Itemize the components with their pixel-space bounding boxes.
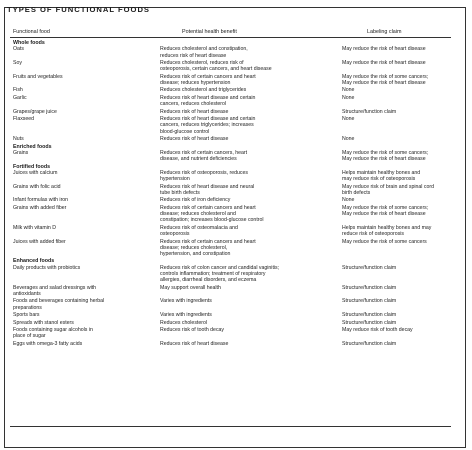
table-row <box>10 150 451 164</box>
functional-foods-table <box>10 40 451 348</box>
food-cell: Flaxseed <box>13 116 35 123</box>
table-row <box>10 239 451 259</box>
claim-cell: May reduce the risk of some cancers; May reduce the risk of heart disease <box>342 204 429 218</box>
food-cell: Daily products with probiotics <box>13 264 81 271</box>
claim-cell: May reduce the risk of heart disease <box>342 60 426 67</box>
food-cell: Foods and beverages containing herbal preparations <box>13 298 105 311</box>
food-cell: Foods containing sugar alcohols in place of sugar <box>13 327 93 340</box>
table-row <box>10 116 451 136</box>
food-cell: Garlic <box>13 94 27 101</box>
food-cell: Eggs with omega-3 fatty acids <box>13 340 83 347</box>
benefit-cell: Reduces risk of certain cancers, heart disease, and nutrient deficiencies <box>160 149 248 163</box>
table-row <box>10 74 451 88</box>
table-row <box>10 312 451 320</box>
table-row <box>10 109 451 117</box>
benefit-cell: Reduces risk of iron deficiency <box>160 197 231 204</box>
food-cell: Grapes/grape juice <box>13 108 57 115</box>
table-row <box>10 265 451 285</box>
bottom-rule <box>10 426 451 427</box>
claim-cell: Structure/function claim <box>342 319 397 326</box>
benefit-cell: Reduces risk of colon cancer and candidal vaginitis; controls inflammation; treatment of respiratory allergies, diarrheal disorders, and eczema <box>160 264 280 284</box>
table-row <box>10 225 451 239</box>
food-cell: Grains with folic acid <box>13 183 61 190</box>
food-cell: Milk with vitamin D <box>13 224 56 231</box>
food-cell: Beverages and salad dressings with antioxidants <box>13 284 97 297</box>
table-row <box>10 170 451 184</box>
benefit-cell: Reduces risk of tooth decay <box>160 327 225 334</box>
claim-cell: Structure/function claim <box>342 340 397 347</box>
table-row <box>10 327 451 341</box>
food-cell: Soy <box>13 60 22 67</box>
benefit-cell: Reduces cholesterol and triglycerides <box>160 87 247 94</box>
header-labeling-claim: Labeling claim <box>367 29 402 35</box>
table-row <box>10 46 451 60</box>
table-row <box>10 87 451 95</box>
food-cell: Oats <box>13 46 24 53</box>
benefit-cell: Reduces cholesterol and constipation, reduces risk of heart disease <box>160 46 248 59</box>
claim-cell: May reduce the risk of some cancers; May reduce the risk of heart disease <box>342 73 429 86</box>
claim-cell: Helps maintain healthy bones and may reduce risk of osteoporosis <box>342 224 432 238</box>
table-row <box>10 197 451 205</box>
food-cell: Juices with added fiber <box>13 238 66 245</box>
table-row <box>10 320 451 328</box>
claim-cell: None <box>342 136 355 143</box>
header-functional-food: Functional food <box>13 29 50 35</box>
food-cell: Grains <box>13 149 29 156</box>
food-cell: Grains with added fiber <box>13 204 67 211</box>
table-row <box>10 60 451 74</box>
claim-cell: May reduce the risk of some cancers; May reduce the risk of heart disease <box>342 149 429 163</box>
benefit-cell: Reduces risk of heart disease and neural tube birth defects <box>160 183 255 196</box>
table-row <box>10 136 451 144</box>
table-row <box>10 341 451 349</box>
benefit-cell: Reduces cholesterol <box>160 319 208 326</box>
benefit-cell: Reduces risk of osteoporosis, reduces hypertension <box>160 170 248 183</box>
claim-cell: May reduce the risk of some cancers <box>342 238 427 245</box>
food-cell: Infant formulas with iron <box>13 197 69 204</box>
benefit-cell: Reduces risk of certain cancers and heart disease; reduces hypertension <box>160 73 256 86</box>
claim-cell: Structure/function claim <box>342 312 397 319</box>
table-row <box>10 285 451 299</box>
claim-cell: Structure/function claim <box>342 284 397 291</box>
claim-cell: Structure/function claim <box>342 264 397 271</box>
food-cell: Spreads with stanol esters <box>13 319 74 326</box>
claim-cell: None <box>342 94 355 101</box>
benefit-cell: Reduces risk of heart disease and certain cancers, reduces triglycerides; increases blood-glucose control <box>160 116 256 135</box>
section-heading: Whole foods <box>13 40 45 46</box>
table-title: TYPES OF FUNCTIONAL FOODS <box>7 5 150 14</box>
food-cell: Fish <box>13 87 23 94</box>
claim-cell: May reduce the risk of heart disease <box>342 46 426 53</box>
claim-cell: Structure/function claim <box>342 298 397 305</box>
food-cell: Fruits and vegetables <box>13 73 63 80</box>
section-heading: Enriched foods <box>13 143 52 150</box>
food-cell: Nuts <box>13 136 24 143</box>
claim-cell: May reduce risk of brain and spinal cord birth defects <box>342 183 434 196</box>
table-row <box>10 205 451 225</box>
section-heading: Fortified foods <box>13 163 51 170</box>
benefit-cell: Reduces risk of heart disease <box>160 108 229 115</box>
benefit-cell: Varies with ingredients <box>160 312 212 319</box>
header-health-benefit: Potential health benefit <box>182 29 237 35</box>
table-row <box>10 298 451 312</box>
header-rule <box>10 37 451 38</box>
benefit-cell: Reduces risk of heart disease and certain cancers, reduces cholesterol <box>160 94 256 108</box>
food-cell: Juices with calcium <box>13 170 58 177</box>
claim-cell: May reduce risk of tooth decay <box>342 327 413 334</box>
claim-cell: None <box>342 197 355 204</box>
benefit-cell: Reduces cholesterol, reduces risk of osteoporosis, certain cancers, and heart disease <box>160 60 272 73</box>
benefit-cell: May support overall health <box>160 284 221 291</box>
claim-cell: Helps maintain healthy bones and may reduce risk of osteoporosis <box>342 170 421 183</box>
benefit-cell: Reduces risk of certain cancers and heart disease; reduces cholesterol, hypertension, and constipation <box>160 238 256 257</box>
benefit-cell: Reduces risk of certain cancers and heart disease; reduces cholesterol and constipation; increases blood-glucose control <box>160 204 264 224</box>
benefit-cell: Reduces risk of osteomalacia and osteoporosis <box>160 224 238 238</box>
table-row <box>10 184 451 198</box>
benefit-cell: Reduces risk of heart disease <box>160 136 229 143</box>
table-row <box>10 95 451 109</box>
benefit-cell: Reduces risk of heart disease <box>160 340 229 347</box>
food-cell: Sports bars <box>13 312 40 319</box>
claim-cell: None <box>342 116 355 123</box>
claim-cell: Structure/function claim <box>342 108 397 115</box>
benefit-cell: Varies with ingredients <box>160 298 212 305</box>
claim-cell: None <box>342 87 355 94</box>
section-heading: Enhanced foods <box>13 258 55 265</box>
